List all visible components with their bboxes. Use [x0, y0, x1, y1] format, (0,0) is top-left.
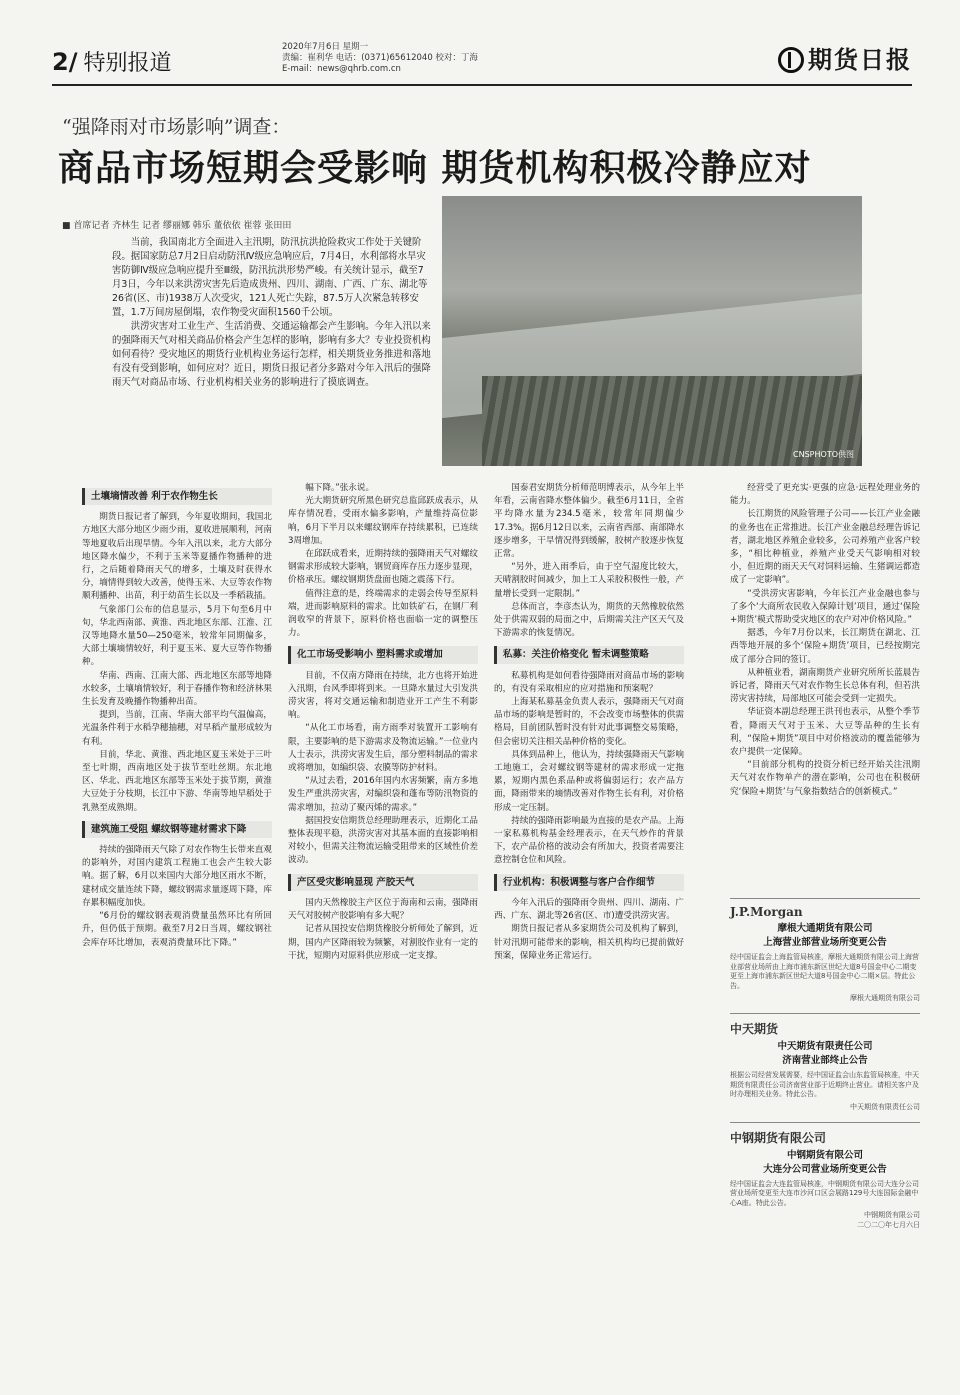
notice-title: 中天期货有限责任公司 济南营业部终止公告 — [777, 1041, 873, 1066]
subhead: 建筑施工受阻 螺纹钢等建材需求下降 — [82, 821, 272, 838]
paragraph: 期货日报记者从多家期货公司及机构了解到，针对汛期可能带来的影响，相关机构均已提前做好预案，保障业务正常运行。 — [494, 924, 684, 961]
notice-brand: 中钢期货有限公司 — [730, 1130, 827, 1145]
flood-photo — [442, 196, 862, 466]
notice-signature: 摩根大通期货有限公司 — [850, 994, 920, 1002]
masthead-meta — [282, 42, 478, 75]
notice-zhonggang — [730, 1122, 920, 1231]
paragraph: 上海某私募基金负责人表示，强降雨天气对商品市场的影响是暂时的，不会改变市场整体的供需格局，目前团队暂时没有针对此事调整交易策略，但会密切关注相关品种价格的变化。 — [494, 697, 684, 747]
masthead — [52, 38, 912, 86]
paragraph: “从化工市场看，南方雨季对装置开工影响有限，主要影响的是下游需求及物流运输。”一位业内人士表示，洪涝灾害发生后，部分塑料制品的需求或将增加，如编织袋、农膜等防护材料。 — [288, 723, 478, 774]
paper-name: 期货日报 — [808, 45, 912, 74]
article-column-4 — [730, 482, 920, 799]
paragraph: 据国投安信期货总经理助理表示，近期化工品整体表现平稳，洪涝灾害对其基本面的直接影响相对较小，但需关注物流运输受阻带来的区域性价差波动。 — [288, 815, 478, 866]
paragraph: 期货日报记者了解到，今年夏收期间，我国北方地区大部分地区少雨少雨，夏收进展顺利，河南等地夏收后出现旱情。今年入汛以来，北方大部分地区降水偏少，不利于玉米等夏播作物播种的进行，之后随着降雨天气的增多，土壤及时获得水分，墒情得到较大改善，使得玉米、大豆等农作物顺利播种、出苗，利于幼苗生长以及一季稻栽插。 — [82, 512, 272, 602]
notice-brand: J.P.Morgan — [730, 905, 803, 919]
article-byline: ■ 首席记者 齐林生 记者 缪丽娜 韩乐 董依依 崔蓉 张田田 — [62, 221, 292, 231]
paragraph: 总体而言，李彦杰认为，期货的天然橡胶依然处于供需双弱的局面之中，后期需关注产区天气及下游需求的恢复情况。 — [494, 601, 684, 639]
paragraph: 目前，不仅南方降雨在持续，北方也将开始进入汛期，台风季即将到来。一旦降水量过大引发洪涝灾害，将对交通运输和制造业开工产生不利影响。 — [288, 670, 478, 721]
notice-jpmorgan — [730, 898, 920, 1003]
paragraph: “受洪涝灾害影响，今年长江产业金融也参与了多个‘大商所农民收入保障计划’项目，通过‘保险+期货’模式帮助受灾地区的农户对冲价格风险。” — [730, 588, 920, 626]
paragraph: 气象部门公布的信息显示，5月下旬至6月中旬，华北西南部、黄淮、西北地区东部、江淮、江汉等地降水量50—250毫米，较常年同期偏多，大部土壤墒情较好，利于夏玉米、夏大豆等作物播种。 — [82, 604, 272, 668]
paragraph: 记者从国投安信期货橡胶分析师处了解到，近期，国内产区降雨较为频繁，对割胶作业有一定的干扰，短期内对原料供应形成一定支撑。 — [288, 924, 478, 961]
notice-column — [730, 898, 920, 1240]
subhead: 土壤墒情改善 利于农作物生长 — [82, 488, 272, 505]
section-name: 特别报道 — [83, 51, 172, 76]
subhead: 行业机构：积极调整与客户合作细节 — [494, 874, 684, 891]
paragraph: 提到，当前，江南、华南大部平均气温偏高，光温条件利于水稻孕穗抽穗，对早稻产量形成较为有利。 — [82, 710, 272, 747]
article-lead — [112, 236, 432, 390]
notice-signature: 中钢期货有限公司 二〇二〇年七月六日 — [857, 1211, 920, 1229]
paragraph: 国泰君安期货分析师范明博表示，从今年上半年看，云南省降水整体偏少。截至6月11日，全省平均降水量为234.5毫米，较常年同期偏少17.3%。据6月12日以来，云南省西部、南部降水逐步增多，干旱情况得到缓解，胶树产胶逐步恢复正常。 — [494, 483, 684, 560]
paragraph: 幅下降。”张永说。 — [305, 483, 375, 493]
paragraph: 目前，华北、黄淮、西北地区夏玉米处于三叶至七叶期，西南地区处于拔节至吐丝期。东北地区、华北、西北地区东部等玉米处于拔节期，黄淮大豆处于分枝期，长江中下游、华南等地早稻处于乳熟至成熟期。 — [82, 749, 272, 813]
paragraph: “6月份的螺纹钢表观消费量虽然环比有所回升，但仍低于预期。截至7月2日当周，螺纹钢社会库存环比增加，表观消费量环比下降。” — [82, 911, 272, 948]
paragraph: 国内天然橡胶主产区位于海南和云南，强降雨天气对胶树产胶影响有多大呢？ — [288, 897, 478, 922]
paragraph: 长江期货的风险管理子公司——长江产业金融的业务也在正常推进。长江产业金融总经理告诉记者，湖北地区养殖企业较多，公司养殖产业客户较多，“相比种植业，养殖产业受天气影响相对较小，但近期的雨天天气对饲料运输、生猪调运都造成了一定影响”。 — [730, 509, 920, 586]
notice-body: 经中国证监会大连监管局核准，中钢期货有限公司大连分公司营业场所变更至大连市沙河口区会展路129号大连国际金融中心A座。特此公告。 — [730, 1179, 919, 1207]
paragraph: “从过去看，2016年国内水害频繁，南方多地发生严重洪涝灾害，对编织袋和蓬布等防汛物资的需求增加，拉动了聚丙烯的需求。” — [288, 776, 478, 813]
page-number-text: 2/ — [52, 48, 78, 76]
notice-zhongtian — [730, 1013, 920, 1112]
paragraph: 经营受了更充实·更强的应急·远程处理业务的能力。 — [730, 483, 920, 507]
paragraph: 今年入汛后的强降雨令贵州、四川、湖南、广西、广东、湖北等26省(区、市)遭受洪涝灾害。 — [494, 897, 684, 922]
paragraph: 光大期货研究所黑色研究总监邱跃成表示，从库存情况看，受雨水偏多影响，产量维持高位影响，6月下半月以来螺纹钢库存持续累积，已连续3周增加。 — [288, 496, 478, 546]
paragraph: 值得注意的是，终端需求的走弱会传导至原料端，进而影响原料的需求。比如铁矿石，在钢厂利润收窄的背景下，原料价格也面临一定的调整压力。 — [288, 588, 478, 639]
photo-credit: CNSPHOTO供图 — [793, 450, 854, 459]
notice-signature: 中天期货有限责任公司 — [850, 1102, 920, 1111]
editor-line: 责编：崔利华 电话：(0371)65612040 校对：丁海 — [282, 53, 478, 63]
lead-paragraph: 洪涝灾害对工业生产、生活消费、交通运输都会产生影响。今年入汛以来的强降雨天气对相关商品价格会产生怎样的影响，影响有多大？专业投资机构如何看待？受灾地区的期货行业机构业务运行怎样，相关期货业务推进和落地有没有受到影响，如何应对？近日，期货日报记者分多路对今年入汛后的强降雨天气对商品市场、行业机构相关业务的影响进行了摸底调查。 — [112, 321, 431, 388]
article-column-3 — [494, 482, 684, 963]
notice-brand: 中天期货 — [730, 1022, 779, 1036]
subhead: 私募：关注价格变化 暂未调整策略 — [494, 646, 684, 663]
paragraph: 持续的强降雨影响最为直接的是农产品。上海一家私募机构基金经理表示，在天气炒作的背景下，农产品价格的波动会有所加大，投资者需要注意控制仓位和风险。 — [494, 815, 684, 866]
page-number — [52, 46, 171, 77]
subhead: 产区受灾影响显现 产胶天气 — [288, 874, 478, 891]
notice-body: 经中国证监会上海监管局核准，摩根大通期货有限公司上海营业部营业场所由上海市浦东新区世纪大道8号国金中心二期变更至上海市浦东新区世纪大道8号国金中心二期×层。特此公告。 — [730, 953, 919, 990]
lead-paragraph: 当前，我国南北方全面进入主汛期，防汛抗洪抢险救灾工作处于关键阶段。据国家防总7月2日启动防汛Ⅳ级应急响应后，7月4日，水利部将水旱灾害防御Ⅳ级应急响应提升至Ⅲ级，防汛抗洪形势严峻。有关统计显示，截至7月3日，今年以来洪涝灾害先后造成贵州、四川、湖南、广西、广东、湖北等26省(区、市)1938万人次受灾，121人死亡失踪，87.5万人次紧急转移安置，1.7万间房屋倒塌，农作物受灾面积1560千公顷。 — [112, 237, 428, 318]
notice-title: 中钢期货有限公司 大连分公司营业场所变更公告 — [763, 1149, 887, 1175]
email-line: E-mail：news@qhrb.com.cn — [282, 64, 401, 74]
article-kicker: “强降雨对市场影响”调查： — [62, 116, 291, 138]
date-line: 2020年7月6日 星期一 — [282, 42, 369, 52]
paragraph: “目前部分机构的投资分析已经开始关注汛期天气对农作物单产的潜在影响，公司也在积极研究‘保险+期货’与气象指数结合的创新模式。” — [730, 760, 920, 797]
paper-logo-icon — [778, 47, 804, 73]
paragraph: 在邱跃成看来，近期持续的强降雨天气对螺纹钢需求形成较大影响，钢贸商库存压力逐步显现，价格承压。螺纹钢期货盘面也随之震荡下行。 — [288, 549, 478, 586]
article-headline: 商品市场短期会受影响 期货机构积极冷静应对 — [58, 147, 812, 189]
notice-body: 根据公司经营发展需要，经中国证监会山东监管局核准，中天期货有限责任公司济南营业部于近期终止营业。请相关客户及时办理相关业务。特此公告。 — [730, 1071, 919, 1098]
paragraph: 具体到品种上，他认为，持续强降雨天气影响工地施工，会对螺纹钢等建材的需求形成一定拖累，短期内黑色系品种或将偏弱运行；农产品方面，降雨带来的墒情改善对作物生长有利，对价格形成一定压制。 — [494, 749, 684, 813]
paragraph: 从种植业看，湖南期货产业研究所所长蓝晨告诉记者，降雨天气对农作物生长总体有利，但若洪涝灾害持续，局部地区可能会受到一定损失。 — [730, 667, 920, 705]
paragraph: 华证资本副总经理王洪刊也表示，从整个季节看，降雨天气对于玉米、大豆等品种的生长有利，“保险+期货”项目中对价格波动的覆盖能够为农户提供一定保障。 — [730, 707, 920, 758]
paragraph: 华南、西南、江南大部、西北地区东部等地降水较多，土壤墒情较好，利于春播作物和经济林果生长发育及晚播作物播种出苗。 — [82, 670, 272, 708]
subhead: 化工市场受影响小 塑料需求或增加 — [288, 646, 478, 663]
article-column-2 — [288, 482, 478, 963]
paper-logo — [778, 40, 912, 75]
paragraph: 持续的强降雨天气除了对农作物生长带来直观的影响外，对国内建筑工程施工也会产生较大影响。据了解，6月以来国内大部分地区雨水不断，建材成交量连续下降，螺纹钢需求量逐周下降，库存累积幅度加快。 — [82, 845, 272, 908]
paragraph: 私募机构是如何看待强降雨对商品市场的影响的，有没有采取相应的应对措施和预案呢？ — [494, 670, 684, 694]
paragraph: 据悉，今年7月份以来，长江期货在湖北、江西等地开展的多个‘保险+期货’项目，已经按期完成了部分合同的签订。 — [730, 628, 920, 665]
article-column-1 — [82, 482, 272, 950]
paragraph: “另外，进入雨季后，由于空气湿度比较大，天晴割胶时间减少，加上工人采胶积极性一般，产量增长受到一定限制。” — [494, 562, 684, 599]
notice-title: 摩根大通期货有限公司 上海营业部营业场所变更公告 — [763, 923, 887, 948]
